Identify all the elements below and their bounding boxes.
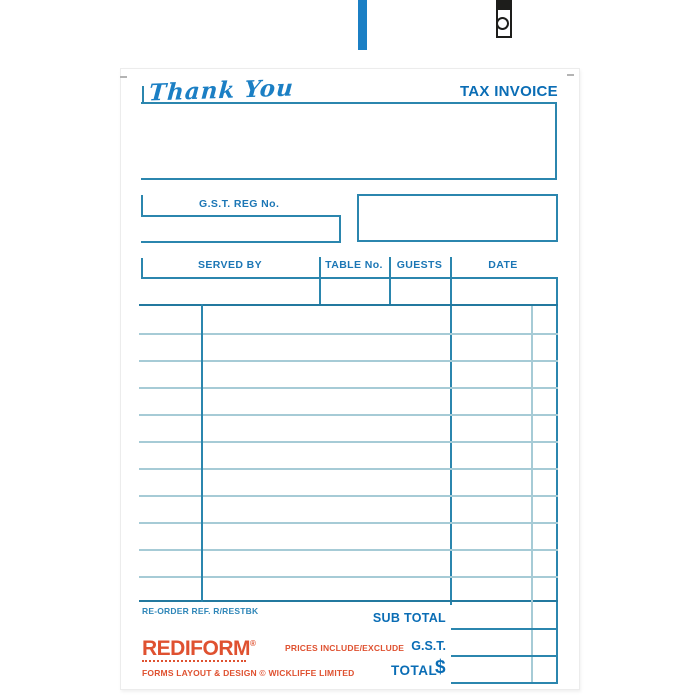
customer-details-box	[141, 102, 557, 180]
invoice-number-box	[357, 194, 558, 242]
sub-total-amount-line	[451, 628, 558, 630]
column-header-guests: GUESTS	[396, 259, 443, 271]
binder-ring-icon	[496, 0, 512, 38]
registered-mark: ®	[250, 639, 256, 648]
binder-ring-hole-icon	[496, 17, 509, 30]
header-sep-2	[389, 257, 391, 305]
perforation-tick-right	[567, 74, 574, 76]
gst-amount-line	[451, 655, 558, 657]
gst-label: G.S.T.	[411, 639, 446, 653]
binder-ring-top	[496, 0, 512, 10]
brand-dotted-underline	[142, 660, 246, 662]
thank-you-script: Thank You	[148, 74, 295, 107]
table-right-edge	[556, 277, 558, 684]
prices-include-exclude: PRICES INCLUDE/EXCLUDE	[285, 643, 405, 653]
total-label: TOTAL	[391, 663, 438, 678]
header-sep-1	[319, 257, 321, 305]
header-sep-3-price-divider	[450, 257, 452, 605]
title-left-tick	[142, 86, 144, 103]
total-amount-line	[451, 682, 558, 684]
tax-invoice-title: TAX INVOICE	[459, 83, 558, 100]
column-header-date: DATE	[488, 259, 518, 271]
header-underline	[141, 277, 558, 279]
cents-column-divider	[531, 306, 533, 683]
footer-copyright: FORMS LAYOUT & DESIGN © WICKLIFFE LIMITED	[142, 668, 355, 678]
column-header-served-by: SERVED BY	[197, 259, 263, 271]
brand-block	[142, 638, 256, 662]
reorder-ref: RE-ORDER REF. R/RESTBK	[142, 606, 259, 616]
perforation-tick-left	[120, 76, 127, 78]
brand-logo: REDIFORM®	[142, 637, 256, 660]
gst-reg-field	[141, 215, 341, 243]
qty-column-divider	[201, 304, 203, 602]
gst-left-tick	[141, 195, 143, 217]
gst-reg-label: G.S.T. REG No.	[199, 198, 280, 210]
dollar-sign: $	[435, 657, 446, 678]
sub-total-label: SUB TOTAL	[372, 611, 446, 625]
book-spine-bar	[358, 0, 367, 50]
column-header-table-no: TABLE No.	[325, 259, 383, 271]
